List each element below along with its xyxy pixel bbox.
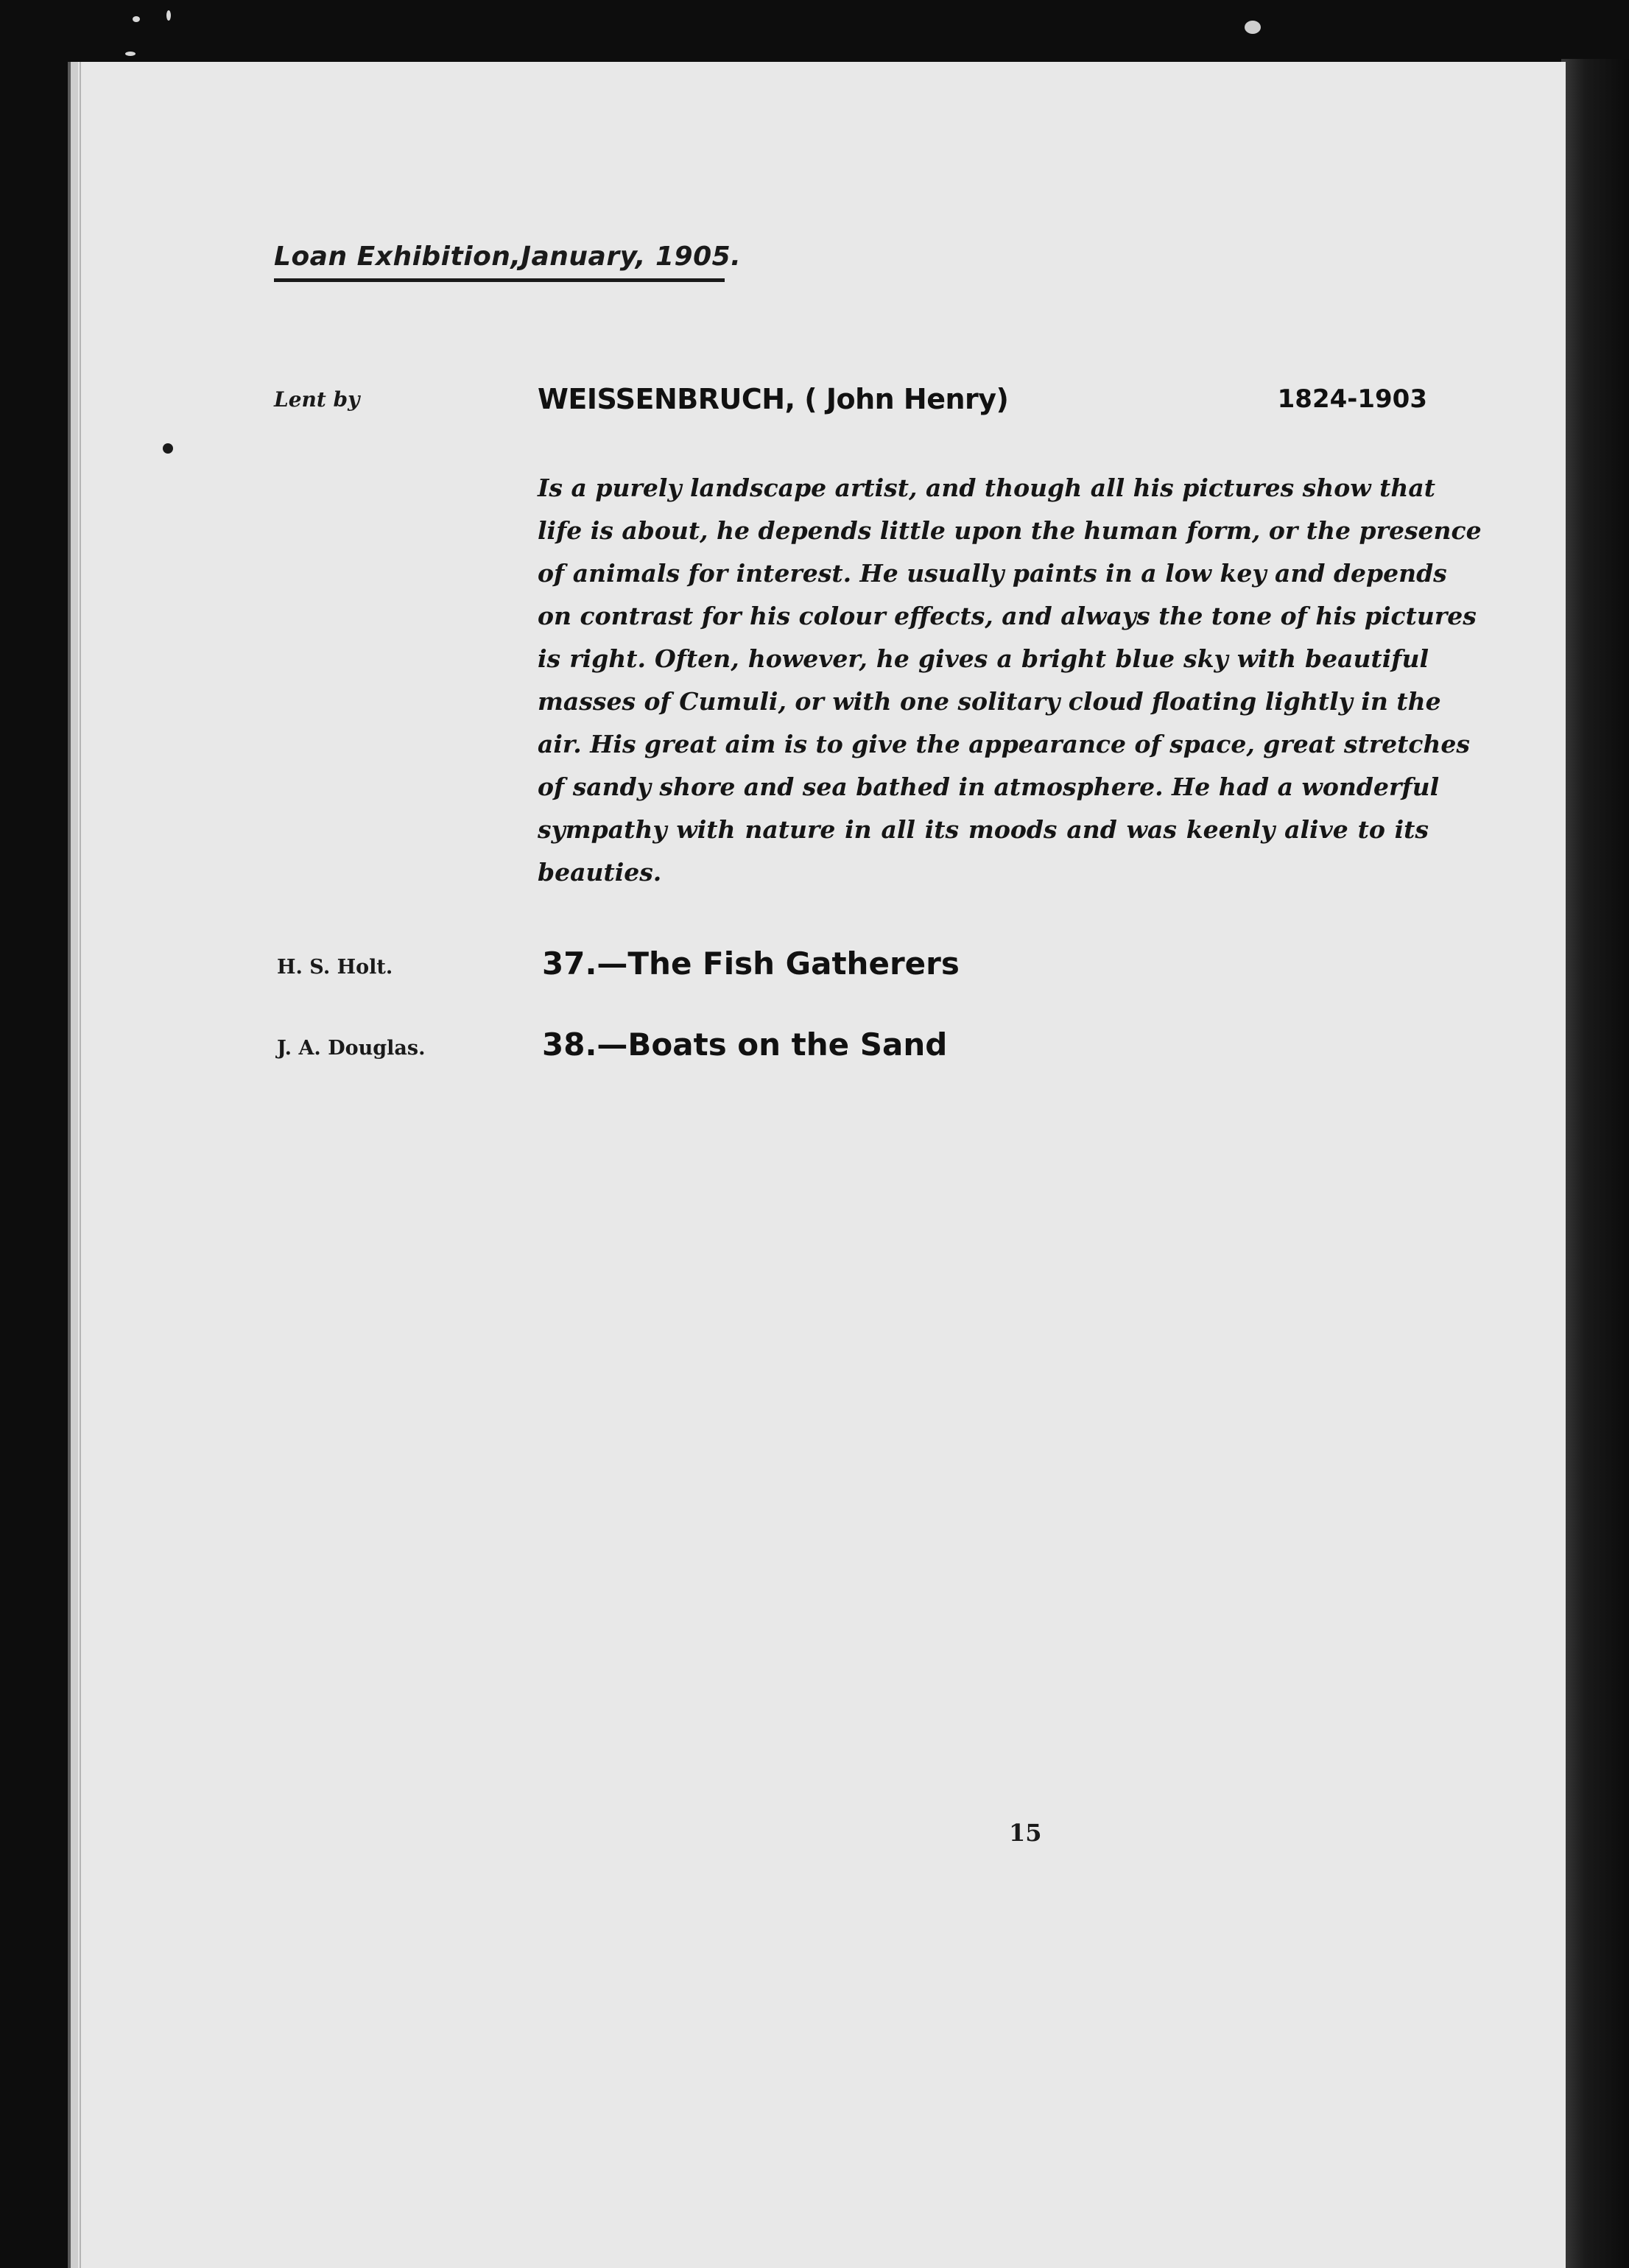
book-edge-shadow: [1561, 59, 1629, 2268]
lender-name: J. A. Douglas.: [277, 1037, 426, 1060]
work-title: 38.—Boats on the Sand: [542, 1026, 948, 1063]
lender-name: H. S. Holt.: [277, 956, 393, 979]
biography-line: air. His great aim is to give the appearance of space, great stretches: [538, 730, 1470, 758]
scan-speck: [166, 10, 171, 21]
biography-line: is right. Often, however, he gives a bright blue sky with beautiful: [538, 644, 1429, 673]
artist-dates: 1824-1903: [1277, 384, 1427, 414]
work-title: 37.—The Fish Gatherers: [542, 945, 960, 982]
running-head-rule: [274, 278, 725, 282]
artist-name: WEISSENBRUCH, ( John Henry): [538, 383, 1009, 415]
biography-line: beauties.: [538, 858, 662, 887]
biography-line: on contrast for his colour effects, and always the tone of his pictures: [538, 602, 1477, 630]
biography-line: sympathy with nature in all its moods and was keenly alive to its: [538, 815, 1429, 844]
page-gutter: [80, 62, 81, 2268]
page-number: 15: [1009, 1819, 1042, 1847]
biography-line: life is about, he depends little upon the human form, or the presence: [538, 516, 1482, 545]
lent-by-label: Lent by: [274, 387, 360, 412]
scan-speck: [133, 16, 140, 22]
biography-line: of sandy shore and sea bathed in atmosphere. He had a wonderful: [538, 772, 1440, 801]
ink-blot: [163, 443, 173, 454]
running-head: Loan Exhibition,January, 1905.: [274, 242, 742, 272]
scan-speck: [1245, 21, 1261, 34]
biography-line: Is a purely landscape artist, and though all his pictures show that: [538, 473, 1435, 502]
biography-line: of animals for interest. He usually paints in a low key and depends: [538, 559, 1447, 588]
artist-biography: [538, 467, 1482, 894]
biography-line: masses of Cumuli, or with one solitary cloud floating lightly in the: [538, 687, 1441, 716]
scan-speck: [125, 52, 136, 56]
